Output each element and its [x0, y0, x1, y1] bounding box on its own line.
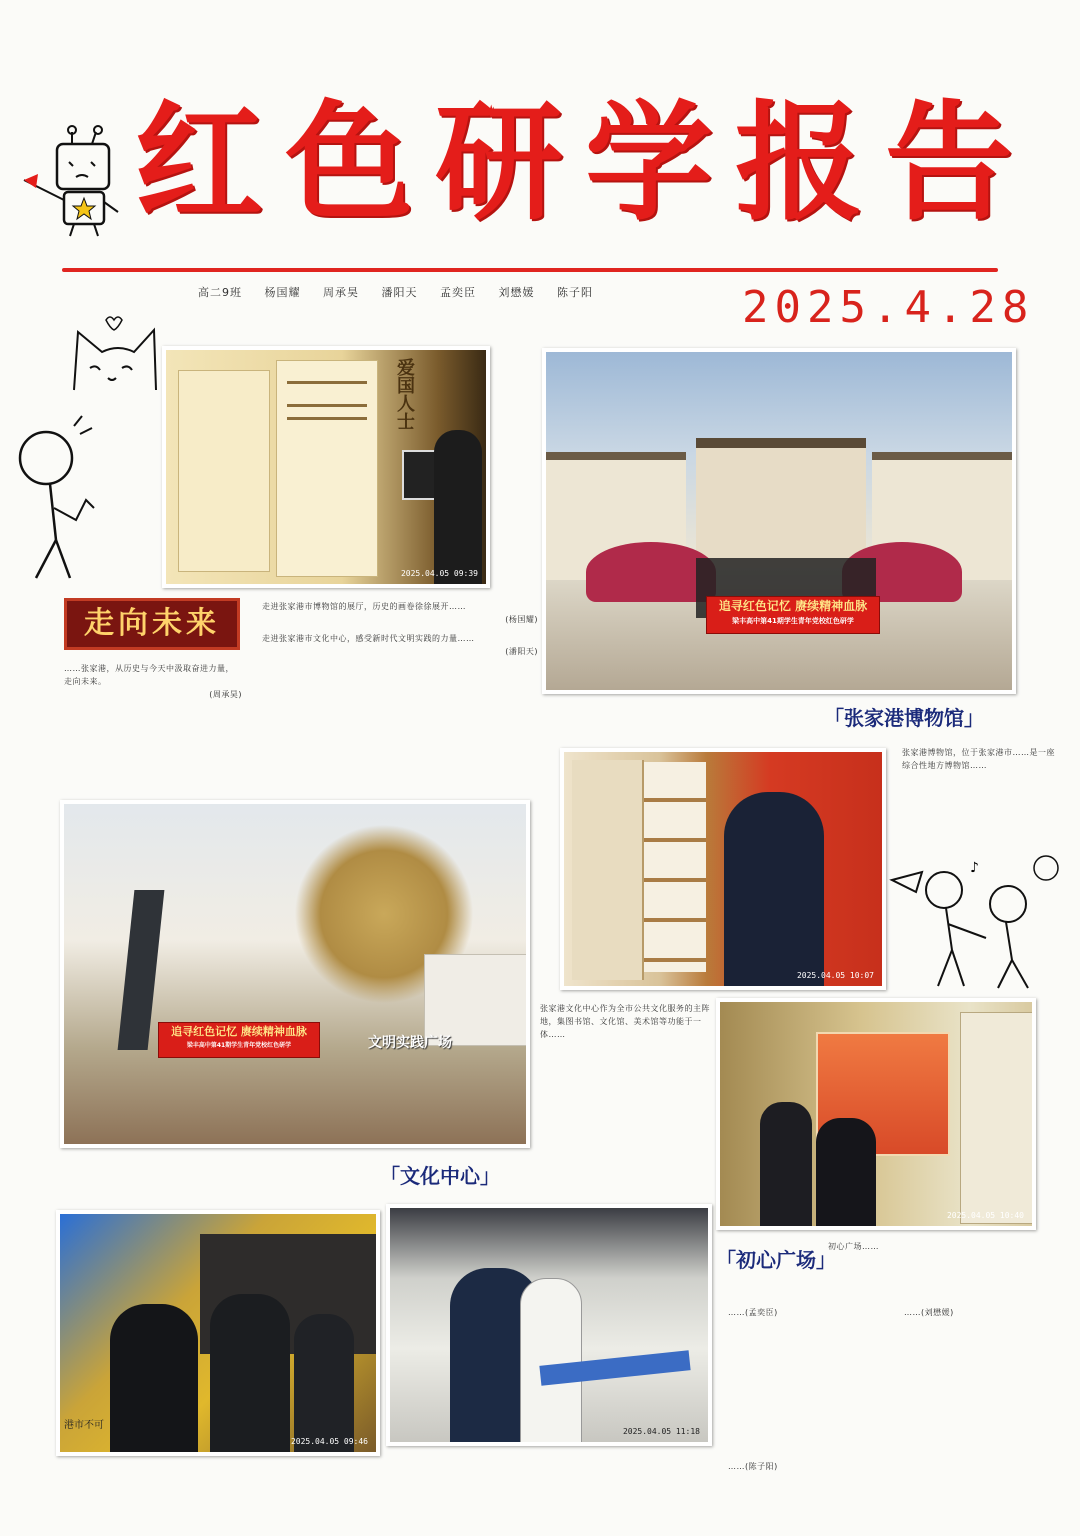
stick-figure-icon — [12, 412, 102, 582]
wall-title: 爱国人士 — [394, 358, 415, 430]
reflection-paragraph-right: ……(刘懋媛) — [904, 1308, 954, 1317]
photo-plaza-group — [60, 800, 530, 1148]
photo-timestamp: 2025.04.05 09:39 — [400, 569, 478, 578]
section-heading: 走向未来 — [64, 598, 240, 650]
reflection-paragraph-left: ……(孟奕臣) — [728, 1308, 778, 1317]
intro-signature: (周承昊) — [209, 690, 242, 699]
banner-main-text: 追寻红色记忆 赓续精神血脉 — [718, 599, 868, 613]
banner-sub-text: 梁丰高中第41期学生青年党校红色研学 — [186, 1042, 292, 1049]
paragraph-signature: (潘阳天) — [505, 647, 538, 656]
paragraph-signature: (杨国耀) — [505, 615, 538, 624]
cat-doodle-icon — [66, 312, 162, 396]
photo-reading-visitor — [560, 748, 886, 990]
page-title: 红色研学报告 — [135, 88, 1036, 238]
culture-description: 张家港文化中心作为全市公共文化服务的主阵地，集图书馆、文化馆、美术馆等功能于一体…… — [540, 1004, 710, 1039]
paragraph-text: 走进张家港市文化中心，感受新时代文明实践的力量…… — [262, 634, 475, 643]
group-banner — [158, 1022, 320, 1058]
two-figures-doodle-icon — [886, 850, 1066, 990]
map-text: 港市不可 — [64, 1420, 104, 1431]
reflection-paragraph-footer: ……(陈子阳) — [728, 1462, 778, 1471]
caption-museum: 「张家港博物馆」 — [824, 706, 984, 730]
group-banner — [706, 596, 880, 634]
photo-timestamp: 2025.04.05 10:07 — [796, 971, 874, 980]
report-date: 2025.4.28 — [742, 282, 1035, 333]
member-name: 刘懋媛 — [498, 286, 535, 299]
photo-touchscreen — [386, 1204, 712, 1446]
intro-paragraph — [64, 662, 242, 782]
member-name: 陈子阳 — [557, 286, 593, 299]
photo-memorial-wall — [162, 346, 490, 588]
museum-visit-paragraph — [262, 600, 538, 772]
member-name: 孟奕臣 — [440, 286, 476, 299]
class-label: 高二9班 — [198, 286, 242, 299]
caption-plaza: 「初心广场」 — [716, 1248, 836, 1272]
paragraph-text: 走进张家港市博物馆的展厅，历史的画卷徐徐展开…… — [262, 602, 466, 611]
member-name: 周承昊 — [323, 286, 359, 299]
svg-text:♪: ♪ — [970, 860, 979, 876]
caption-culture: 「文化中心」 — [380, 1164, 500, 1188]
photo-museum-building — [542, 348, 1016, 694]
banner-main-text: 追寻红色记忆 赓续精神血脉 — [171, 1025, 307, 1038]
member-name: 潘阳天 — [381, 286, 418, 299]
plaza-sign: 文明实践广场 — [368, 1035, 452, 1051]
photo-screen-viewing — [716, 998, 1036, 1230]
authors-line — [198, 284, 611, 300]
photo-timestamp: 2025.04.05 11:18 — [622, 1427, 700, 1436]
photo-timestamp: 2025.04.05 10:40 — [946, 1211, 1024, 1220]
intro-text: ……张家港，从历史与今天中汲取奋进力量，走向未来。 — [64, 664, 234, 686]
member-name: 杨国耀 — [264, 286, 301, 299]
plaza-description: 初心广场…… — [828, 1242, 879, 1251]
title-underline — [62, 268, 998, 272]
banner-sub-text: 梁丰高中第41期学生青年党校红色研学 — [732, 617, 854, 625]
photo-timestamp: 2025.04.05 09:46 — [290, 1437, 368, 1446]
photo-map-exhibit — [56, 1210, 380, 1456]
museum-description: 张家港博物馆，位于张家港市……是一座综合性地方博物馆…… — [902, 748, 1055, 770]
robot-doodle-icon — [12, 122, 122, 242]
